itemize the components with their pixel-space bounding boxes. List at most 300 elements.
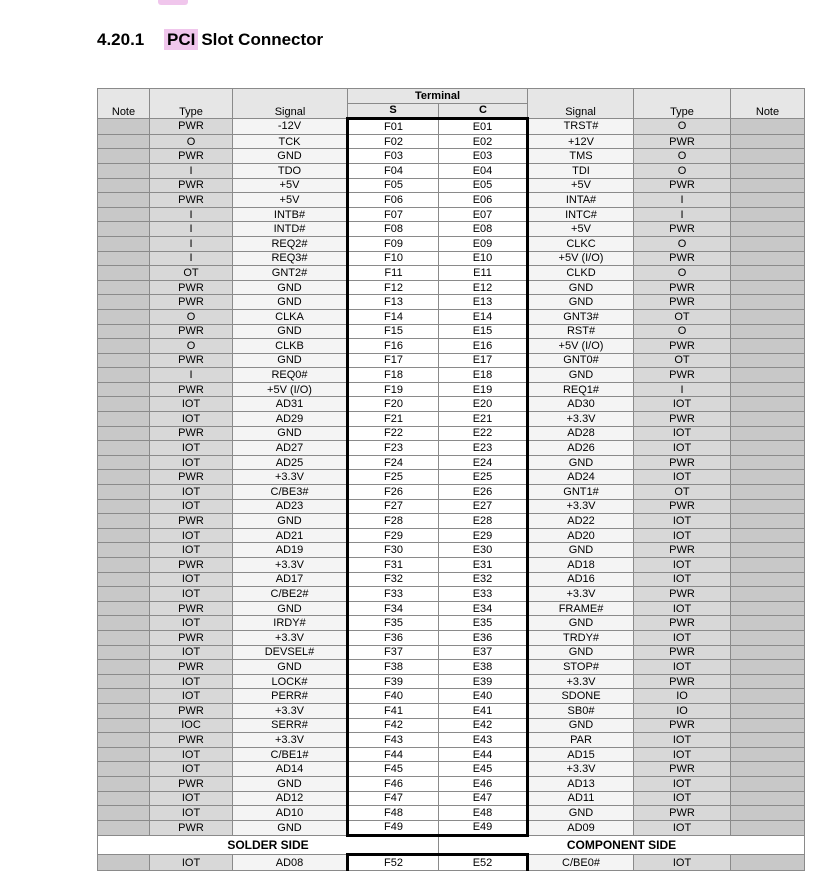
terminal-s-cell: F18 <box>348 368 439 383</box>
terminal-s-cell: F03 <box>348 149 439 164</box>
note-left-cell <box>98 499 150 514</box>
table-row <box>98 616 805 631</box>
signal-right-cell: +5V (I/O) <box>528 339 634 354</box>
terminal-s-cell: F15 <box>348 324 439 339</box>
signal-left-cell: AD10 <box>233 806 348 821</box>
type-right-cell: PWR <box>634 587 731 602</box>
terminal-s-cell: F04 <box>348 163 439 178</box>
terminal-s-cell: F38 <box>348 660 439 675</box>
note-right-cell <box>731 441 805 456</box>
terminal-c-cell: E32 <box>439 572 528 587</box>
signal-left-cell: -12V <box>233 119 348 135</box>
type-left-cell: I <box>150 222 233 237</box>
signal-left-cell: C/BE1# <box>233 747 348 762</box>
table-row <box>98 339 805 354</box>
terminal-c-cell: E35 <box>439 616 528 631</box>
note-left-cell <box>98 295 150 310</box>
table-row <box>98 645 805 660</box>
signal-right-cell: AD30 <box>528 397 634 412</box>
signal-right-cell: GNT0# <box>528 353 634 368</box>
signal-left-cell: TDO <box>233 163 348 178</box>
signal-left-cell: +3.3V <box>233 558 348 573</box>
terminal-c-cell: E43 <box>439 733 528 748</box>
header-signal-right: Signal <box>528 89 634 119</box>
terminal-c-cell: E08 <box>439 222 528 237</box>
signal-left-cell: PERR# <box>233 689 348 704</box>
table-row <box>98 207 805 222</box>
type-right-cell: O <box>634 266 731 281</box>
signal-right-cell: SB0# <box>528 703 634 718</box>
terminal-c-cell: E12 <box>439 280 528 295</box>
note-right-cell <box>731 207 805 222</box>
table-row <box>98 178 805 193</box>
type-right-cell: O <box>634 163 731 178</box>
note-right-cell <box>731 601 805 616</box>
signal-right-cell: TMS <box>528 149 634 164</box>
signal-right-cell: +3.3V <box>528 674 634 689</box>
table-row <box>98 163 805 178</box>
type-right-cell: PWR <box>634 222 731 237</box>
type-left-cell: PWR <box>150 733 233 748</box>
note-right-cell <box>731 485 805 500</box>
terminal-s-cell: F36 <box>348 630 439 645</box>
signal-right-cell: CLKD <box>528 266 634 281</box>
signal-left-cell: AD12 <box>233 791 348 806</box>
type-left-cell: O <box>150 309 233 324</box>
terminal-c-cell: E20 <box>439 397 528 412</box>
type-left-cell: I <box>150 163 233 178</box>
terminal-s-cell: F13 <box>348 295 439 310</box>
table-row <box>98 309 805 324</box>
signal-left-cell: AD08 <box>233 855 348 871</box>
signal-right-cell: +3.3V <box>528 762 634 777</box>
note-left-cell <box>98 353 150 368</box>
note-right-cell <box>731 266 805 281</box>
terminal-c-cell: E48 <box>439 806 528 821</box>
header-note-right: Note <box>731 89 805 119</box>
signal-right-cell: GND <box>528 295 634 310</box>
type-left-cell: PWR <box>150 660 233 675</box>
signal-left-cell: +3.3V <box>233 733 348 748</box>
signal-right-cell: RST# <box>528 324 634 339</box>
table-row <box>98 426 805 441</box>
signal-right-cell: AD22 <box>528 514 634 529</box>
signal-right-cell: +3.3V <box>528 587 634 602</box>
signal-left-cell: INTD# <box>233 222 348 237</box>
signal-right-cell: AD15 <box>528 747 634 762</box>
terminal-s-cell: F10 <box>348 251 439 266</box>
type-left-cell: IOT <box>150 412 233 427</box>
type-right-cell: IOT <box>634 514 731 529</box>
table-row <box>98 470 805 485</box>
signal-left-cell: C/BE3# <box>233 485 348 500</box>
table-row <box>98 441 805 456</box>
note-left-cell <box>98 368 150 383</box>
terminal-s-cell: F35 <box>348 616 439 631</box>
signal-right-cell: +3.3V <box>528 412 634 427</box>
signal-right-cell: AD28 <box>528 426 634 441</box>
type-left-cell: IOT <box>150 645 233 660</box>
table-row <box>98 397 805 412</box>
table-row <box>98 689 805 704</box>
note-left-cell <box>98 558 150 573</box>
type-left-cell: PWR <box>150 558 233 573</box>
signal-right-cell: GND <box>528 368 634 383</box>
table-row <box>98 558 805 573</box>
type-left-cell: PWR <box>150 193 233 208</box>
signal-right-cell: C/BE0# <box>528 855 634 871</box>
table-row <box>98 820 805 836</box>
pin-table <box>97 88 805 871</box>
note-left-cell <box>98 222 150 237</box>
terminal-c-cell: E16 <box>439 339 528 354</box>
terminal-c-cell: E39 <box>439 674 528 689</box>
terminal-c-cell: E37 <box>439 645 528 660</box>
signal-right-cell: GND <box>528 455 634 470</box>
signal-right-cell: AD13 <box>528 776 634 791</box>
signal-left-cell: GND <box>233 353 348 368</box>
terminal-s-cell: F02 <box>348 134 439 149</box>
type-right-cell: OT <box>634 353 731 368</box>
type-right-cell: I <box>634 193 731 208</box>
terminal-c-cell: E52 <box>439 855 528 871</box>
signal-left-cell: AD14 <box>233 762 348 777</box>
note-right-cell <box>731 762 805 777</box>
note-right-cell <box>731 791 805 806</box>
note-right-cell <box>731 163 805 178</box>
note-right-cell <box>731 149 805 164</box>
signal-right-cell: GNT3# <box>528 309 634 324</box>
type-right-cell: O <box>634 149 731 164</box>
type-left-cell: PWR <box>150 601 233 616</box>
note-right-cell <box>731 572 805 587</box>
note-right-cell <box>731 645 805 660</box>
note-left-cell <box>98 543 150 558</box>
note-right-cell <box>731 280 805 295</box>
terminal-c-cell: E36 <box>439 630 528 645</box>
type-right-cell: PWR <box>634 762 731 777</box>
signal-left-cell: TCK <box>233 134 348 149</box>
table-row <box>98 324 805 339</box>
signal-left-cell: GND <box>233 514 348 529</box>
type-left-cell: IOC <box>150 718 233 733</box>
note-left-cell <box>98 193 150 208</box>
signal-left-cell: +5V <box>233 178 348 193</box>
signal-left-cell: GND <box>233 295 348 310</box>
table-row <box>98 776 805 791</box>
type-right-cell: O <box>634 236 731 251</box>
signal-left-cell: +5V <box>233 193 348 208</box>
type-left-cell: PWR <box>150 630 233 645</box>
table-row <box>98 806 805 821</box>
note-left-cell <box>98 382 150 397</box>
note-left-cell <box>98 134 150 149</box>
type-left-cell: IOT <box>150 441 233 456</box>
terminal-s-cell: F12 <box>348 280 439 295</box>
type-right-cell: IOT <box>634 426 731 441</box>
type-left-cell: PWR <box>150 119 233 135</box>
type-left-cell: O <box>150 339 233 354</box>
header-note-left: Note <box>98 89 150 119</box>
note-left-cell <box>98 791 150 806</box>
terminal-c-cell: E29 <box>439 528 528 543</box>
terminal-c-cell: E30 <box>439 543 528 558</box>
terminal-c-cell: E19 <box>439 382 528 397</box>
signal-left-cell: +3.3V <box>233 703 348 718</box>
terminal-s-cell: F19 <box>348 382 439 397</box>
note-left-cell <box>98 660 150 675</box>
note-left-cell <box>98 616 150 631</box>
terminal-c-cell: E47 <box>439 791 528 806</box>
type-right-cell: PWR <box>634 251 731 266</box>
type-right-cell: IOT <box>634 441 731 456</box>
terminal-c-cell: E01 <box>439 119 528 135</box>
signal-right-cell: GND <box>528 645 634 660</box>
terminal-c-cell: E02 <box>439 134 528 149</box>
terminal-s-cell: F49 <box>348 820 439 836</box>
table-row <box>98 119 805 135</box>
type-left-cell: OT <box>150 266 233 281</box>
signal-left-cell: C/BE2# <box>233 587 348 602</box>
type-left-cell: PWR <box>150 149 233 164</box>
signal-left-cell: REQ0# <box>233 368 348 383</box>
terminal-s-cell: F24 <box>348 455 439 470</box>
terminal-c-cell: E13 <box>439 295 528 310</box>
type-right-cell: PWR <box>634 178 731 193</box>
signal-left-cell: GND <box>233 601 348 616</box>
type-right-cell: I <box>634 207 731 222</box>
note-right-cell <box>731 382 805 397</box>
terminal-s-cell: F39 <box>348 674 439 689</box>
type-right-cell: OT <box>634 485 731 500</box>
table-row <box>98 368 805 383</box>
type-left-cell: IOT <box>150 528 233 543</box>
note-right-cell <box>731 820 805 836</box>
signal-left-cell: +3.3V <box>233 630 348 645</box>
note-right-cell <box>731 236 805 251</box>
table-row <box>98 222 805 237</box>
type-right-cell: PWR <box>634 368 731 383</box>
table-row <box>98 718 805 733</box>
terminal-s-cell: F27 <box>348 499 439 514</box>
type-right-cell: O <box>634 119 731 135</box>
signal-right-cell: +5V (I/O) <box>528 251 634 266</box>
terminal-s-cell: F08 <box>348 222 439 237</box>
terminal-s-cell: F34 <box>348 601 439 616</box>
note-right-cell <box>731 543 805 558</box>
terminal-c-cell: E14 <box>439 309 528 324</box>
note-left-cell <box>98 266 150 281</box>
note-right-cell <box>731 193 805 208</box>
terminal-c-cell: E45 <box>439 762 528 777</box>
signal-left-cell: SERR# <box>233 718 348 733</box>
type-right-cell: IOT <box>634 791 731 806</box>
signal-left-cell: +5V (I/O) <box>233 382 348 397</box>
terminal-c-cell: E28 <box>439 514 528 529</box>
terminal-s-cell: F40 <box>348 689 439 704</box>
type-right-cell: PWR <box>634 339 731 354</box>
type-right-cell: PWR <box>634 412 731 427</box>
type-right-cell: PWR <box>634 806 731 821</box>
signal-left-cell: CLKB <box>233 339 348 354</box>
type-left-cell: IOT <box>150 572 233 587</box>
table-row <box>98 674 805 689</box>
table-row <box>98 134 805 149</box>
header-s: S <box>348 103 439 119</box>
table-row <box>98 587 805 602</box>
signal-left-cell: CLKA <box>233 309 348 324</box>
terminal-s-cell: F47 <box>348 791 439 806</box>
component-side-label: COMPONENT SIDE <box>439 836 805 855</box>
note-left-cell <box>98 645 150 660</box>
type-right-cell: IOT <box>634 397 731 412</box>
type-left-cell: PWR <box>150 178 233 193</box>
signal-right-cell: GND <box>528 806 634 821</box>
note-right-cell <box>731 339 805 354</box>
terminal-s-cell: F06 <box>348 193 439 208</box>
type-left-cell: IOT <box>150 543 233 558</box>
type-left-cell: I <box>150 368 233 383</box>
note-right-cell <box>731 222 805 237</box>
terminal-s-cell: F29 <box>348 528 439 543</box>
signal-right-cell: INTA# <box>528 193 634 208</box>
type-right-cell: PWR <box>634 295 731 310</box>
terminal-c-cell: E41 <box>439 703 528 718</box>
table-row <box>98 485 805 500</box>
type-right-cell: IO <box>634 689 731 704</box>
type-left-cell: IOT <box>150 806 233 821</box>
signal-right-cell: GND <box>528 616 634 631</box>
type-left-cell: IOT <box>150 747 233 762</box>
header-type-right: Type <box>634 89 731 119</box>
terminal-c-cell: E40 <box>439 689 528 704</box>
signal-left-cell: AD29 <box>233 412 348 427</box>
terminal-c-cell: E15 <box>439 324 528 339</box>
table-row <box>98 382 805 397</box>
signal-left-cell: AD19 <box>233 543 348 558</box>
type-left-cell: IOT <box>150 485 233 500</box>
signal-right-cell: TDI <box>528 163 634 178</box>
type-right-cell: IOT <box>634 855 731 871</box>
terminal-s-cell: F16 <box>348 339 439 354</box>
table-row <box>98 528 805 543</box>
terminal-s-cell: F30 <box>348 543 439 558</box>
signal-right-cell: PAR <box>528 733 634 748</box>
table-row <box>98 791 805 806</box>
signal-right-cell: AD26 <box>528 441 634 456</box>
signal-left-cell: IRDY# <box>233 616 348 631</box>
note-right-cell <box>731 426 805 441</box>
signal-left-cell: GND <box>233 324 348 339</box>
top-highlight-mark <box>158 0 188 5</box>
table-row <box>98 601 805 616</box>
terminal-c-cell: E38 <box>439 660 528 675</box>
note-right-cell <box>731 689 805 704</box>
type-right-cell: IOT <box>634 470 731 485</box>
table-row <box>98 353 805 368</box>
type-left-cell: PWR <box>150 820 233 836</box>
terminal-s-cell: F01 <box>348 119 439 135</box>
type-left-cell: PWR <box>150 703 233 718</box>
terminal-c-cell: E46 <box>439 776 528 791</box>
note-right-cell <box>731 528 805 543</box>
type-right-cell: IOT <box>634 733 731 748</box>
terminal-c-cell: E06 <box>439 193 528 208</box>
type-right-cell: OT <box>634 309 731 324</box>
signal-right-cell: AD16 <box>528 572 634 587</box>
type-left-cell: I <box>150 236 233 251</box>
table-row <box>98 572 805 587</box>
terminal-s-cell: F28 <box>348 514 439 529</box>
terminal-c-cell: E09 <box>439 236 528 251</box>
type-left-cell: PWR <box>150 426 233 441</box>
signal-left-cell: REQ2# <box>233 236 348 251</box>
type-left-cell: IOT <box>150 762 233 777</box>
type-right-cell: PWR <box>634 134 731 149</box>
terminal-s-cell: F42 <box>348 718 439 733</box>
note-left-cell <box>98 309 150 324</box>
terminal-s-cell: F43 <box>348 733 439 748</box>
signal-right-cell: STOP# <box>528 660 634 675</box>
signal-left-cell: DEVSEL# <box>233 645 348 660</box>
note-right-cell <box>731 718 805 733</box>
note-left-cell <box>98 426 150 441</box>
signal-right-cell: +5V <box>528 222 634 237</box>
note-left-cell <box>98 762 150 777</box>
table-row <box>98 630 805 645</box>
note-left-cell <box>98 207 150 222</box>
note-left-cell <box>98 397 150 412</box>
note-left-cell <box>98 339 150 354</box>
signal-right-cell: +12V <box>528 134 634 149</box>
note-left-cell <box>98 514 150 529</box>
type-left-cell: PWR <box>150 514 233 529</box>
table-row <box>98 762 805 777</box>
terminal-s-cell: F11 <box>348 266 439 281</box>
note-left-cell <box>98 455 150 470</box>
note-left-cell <box>98 412 150 427</box>
heading-highlight: PCI <box>164 29 198 50</box>
note-right-cell <box>731 295 805 310</box>
terminal-c-cell: E23 <box>439 441 528 456</box>
signal-left-cell: AD25 <box>233 455 348 470</box>
type-right-cell: PWR <box>634 674 731 689</box>
note-left-cell <box>98 280 150 295</box>
terminal-c-cell: E07 <box>439 207 528 222</box>
table-row <box>98 193 805 208</box>
note-left-cell <box>98 689 150 704</box>
signal-right-cell: FRAME# <box>528 601 634 616</box>
type-left-cell: I <box>150 251 233 266</box>
table-row <box>98 251 805 266</box>
signal-left-cell: GND <box>233 776 348 791</box>
terminal-s-cell: F23 <box>348 441 439 456</box>
note-right-cell <box>731 499 805 514</box>
section-number: 4.20.1 <box>97 30 145 49</box>
signal-left-cell: AD23 <box>233 499 348 514</box>
signal-right-cell: AD20 <box>528 528 634 543</box>
terminal-s-cell: F14 <box>348 309 439 324</box>
note-right-cell <box>731 587 805 602</box>
signal-left-cell: GNT2# <box>233 266 348 281</box>
terminal-s-cell: F07 <box>348 207 439 222</box>
side-label-row <box>98 836 805 855</box>
signal-right-cell: INTC# <box>528 207 634 222</box>
note-left-cell <box>98 119 150 135</box>
terminal-c-cell: E44 <box>439 747 528 762</box>
terminal-c-cell: E25 <box>439 470 528 485</box>
table-row <box>98 514 805 529</box>
